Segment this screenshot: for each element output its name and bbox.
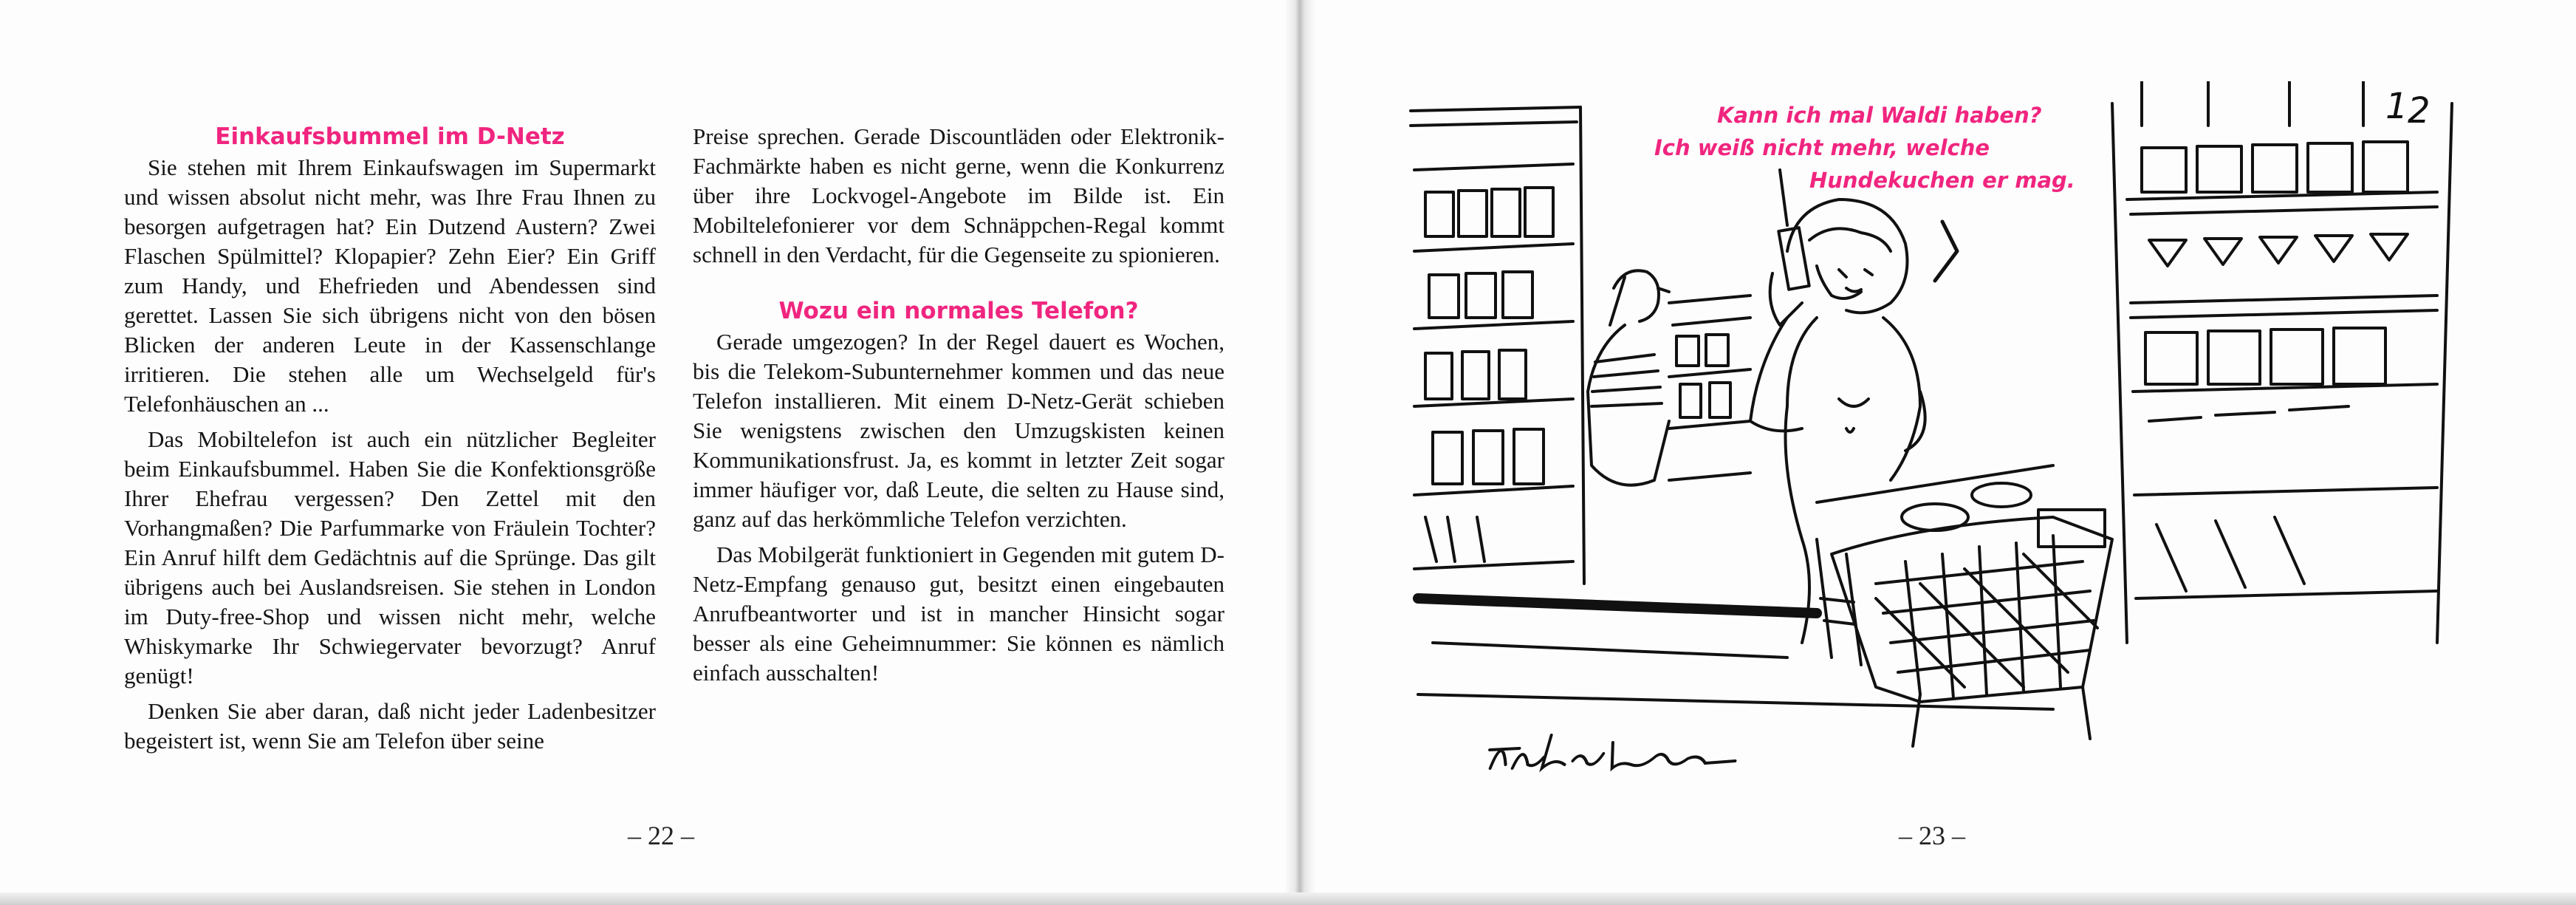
speech-line-3: Hundekuchen er mag. <box>1809 168 2075 193</box>
section-heading-1: Einkaufsbummel im D-Netz <box>215 123 565 150</box>
book-gutter <box>1284 0 1316 905</box>
left-column-1 <box>124 122 656 762</box>
paragraph: Gerade umgezogen? In der Regel dauert es Wochen, bis die Telekom-Subunternehmer kommen und das neue Telefon installieren. Mit einem D-Netz-Gerät schieben Sie wenigstens zwischen den Umzugskisten keinen Kommunikationsfrust. Ja, es kommt in letzter Zeit sogar immer häufiger vor, daß Leute, die selten zu Hause sind, ganz auf das herkömmliche Telefon verzichten. <box>693 329 1224 532</box>
page-bottom-edge <box>0 892 2576 905</box>
page-number-right: – 23 – <box>1899 821 1965 850</box>
shelf-number: 2 <box>2408 90 2431 132</box>
right-shelf-icon <box>2112 81 2452 643</box>
paragraph: Preise sprechen. Gerade Discountläden oder Elektronik-Fachmärkte haben es nicht gerne, wenn die Konkurrenz über ihre Lockvogel-Angebote im Bilde ist. Ein Mobiltelefonierer vor dem Schnäppchen-Regal kommt schnell in den Verdacht, für die Gegenseite zu spionieren. <box>693 123 1224 267</box>
page-number-left: – 22 – <box>628 821 694 850</box>
speech-line-2: Ich weiß nicht mehr, welche <box>1654 135 1990 160</box>
shelf-number: 1 <box>2385 86 2408 127</box>
paragraph: Denken Sie aber daran, daß nicht jeder Ladenbesitzer begeistert ist, wenn Sie am Telefon über seine <box>124 698 656 754</box>
left-column-2 <box>693 122 1224 694</box>
paragraph: Das Mobilgerät funktioniert in Gegenden mit gutem D-Netz-Empfang genauso gut, besitzt einen eingebauten Anrufbeantworter und ist in mancher Hinsicht sogar besser als eine Geheimnummer: Sie können es nämlich einfach ausschalten! <box>693 542 1224 686</box>
artist-signature <box>1479 728 1756 790</box>
paragraph: Das Mobiltelefon ist auch ein nützlicher Begleiter beim Einkaufsbummel. Haben Sie die Konfektionsgröße Ihrer Ehefrau vergessen? Den Zettel mit den Vorhangmaßen? Die Parfummarke von Fräulein Tochter? Ein Anruf hilft dem Gedächtnis auf die Sprünge. Das gilt übrigens auch bei Auslandsreisen. Sie stehen in London im Duty-free-Shop und wissen nicht mehr, welche Whiskymarke Ihr Schwiegervater bevorzugt? Anruf genügt! <box>124 426 656 689</box>
paragraph: Sie stehen mit Ihrem Einkaufswagen im Supermarkt und wissen absolut nicht mehr, was Ihre Frau Ihnen zu besorgen aufgetragen hat? Ein Dutzend Austern? Zwei Flaschen Spülmittel? Klopapier? Zehn Eier? Ein Griff zum Handy, und Ehefrieden und Abendessen sind gerettet. Lassen Sie sich übrigens nicht von den bösen Blicken der anderen Leute in der Kassenschlange irritieren. Die stehen alle um Wechselgeld für's Telefonhäuschen an ... <box>124 154 656 417</box>
phone-icon <box>1778 228 1809 290</box>
man-figure <box>1588 270 1669 485</box>
speech-bubble-text <box>1654 99 2075 197</box>
section-heading-2: Wozu ein normales Telefon? <box>778 298 1139 324</box>
speech-line-1: Kann ich mal Waldi haben? <box>1717 103 2042 128</box>
left-shelf-icon <box>1411 107 1584 584</box>
